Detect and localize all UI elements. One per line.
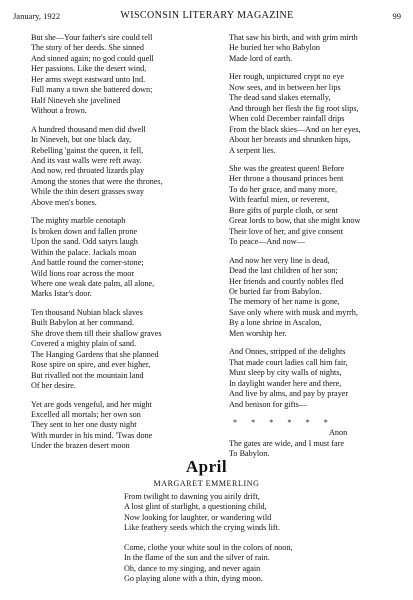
- poem-line: And battle round the corner-stone;: [31, 258, 144, 268]
- poem-line: Wild lions roar across the moor: [31, 268, 135, 278]
- poem-line: Ten thousand Nubian black slaves: [31, 307, 143, 317]
- poem-line: Her rough, unpictured crypt no eye: [229, 72, 345, 82]
- poem-line: Now looking for laughter, or wandering wild: [124, 512, 272, 522]
- poem-line: The Hanging Gardens that she planned: [31, 349, 159, 359]
- poem-line: And live by alms, and pay by prayer: [229, 389, 349, 399]
- april-poem-body: [124, 492, 404, 594]
- poem-line: Where one weak date palm, all alone,: [31, 278, 155, 288]
- stanza: [229, 347, 409, 410]
- poem-line: In the flame of the sun and the silver of rain.: [124, 553, 270, 563]
- poem-line: Or buried far from Babylon.: [229, 286, 322, 296]
- poem-line: Under the brazen desert moon: [31, 441, 130, 451]
- poem-line: From the black skies—And on her eyes,: [229, 124, 361, 134]
- poem-title: April: [185, 457, 228, 476]
- poem-line: The mighty marble cenotaph: [31, 216, 126, 226]
- poem-line: And now, red throated lizards play: [31, 166, 145, 176]
- page-header: [13, 10, 401, 24]
- poem-line: Made lord of earth.: [229, 53, 293, 63]
- poem-line: Built Babylon at her command.: [31, 318, 135, 328]
- poem-line: With murder in his mind. 'Twas done: [31, 430, 153, 440]
- poem-attribution: Anon: [329, 428, 348, 438]
- stanza: [31, 308, 216, 392]
- poem-line: Her friends and courtly nobles fled: [229, 276, 344, 286]
- poem-line: When cold December rainfall drips: [229, 114, 345, 124]
- stanza: [229, 256, 409, 340]
- poem-line: Her passions. Like the desert wind,: [31, 64, 147, 74]
- poem-line: Excelled all mortals; her own son: [31, 409, 141, 419]
- poem-line: And its vast walls were reft away.: [31, 155, 142, 165]
- poem-line: Bore gifts of purple cloth, or sent: [229, 205, 338, 215]
- poem-line: Their love of her, and give consent: [229, 226, 344, 236]
- poem-author: MARGARET EMMERLING: [153, 479, 260, 488]
- poem-line: Covered a mighty plain of sand.: [31, 339, 137, 349]
- stanza: [124, 543, 404, 585]
- poem-line: From twilight to dawning you airily drift,: [124, 492, 260, 501]
- poem-line: The story of her deeds. She sinned: [31, 43, 145, 53]
- poem-line: To Babylon.: [229, 449, 270, 459]
- right-stanzas: [229, 33, 409, 410]
- poem-line: And sinned again; no god could quell: [31, 53, 154, 63]
- magazine-title: WISCONSIN LITERARY MAGAZINE: [120, 10, 294, 21]
- stanza: [31, 33, 216, 117]
- poem-line: While the thin desert grasses sway: [31, 187, 145, 197]
- poem-line: A lost glint of starlight, a questioning child,: [124, 502, 267, 512]
- poem-line: Rebelling 'gainst the queen, it fell,: [31, 145, 144, 155]
- poem-line: To do her grace, and many more,: [229, 184, 338, 194]
- issue-date: January, 1922: [13, 11, 61, 21]
- poem-line: She was the greatest queen! Before: [229, 163, 345, 173]
- poem-line: Dead the last children of her son;: [229, 266, 338, 276]
- poem-line: Is broken down and fallen prone: [31, 226, 138, 236]
- stanza: [229, 164, 409, 248]
- poem-line: Yet are gods vengeful, and her might: [31, 399, 152, 409]
- poem-line: The dead sand slakes eternally,: [229, 93, 331, 103]
- poem-line: Among the stones that were the thrones,: [31, 176, 163, 186]
- poem-line: A hundred thousand men did dwell: [31, 124, 146, 134]
- poem-line: Great lords to bow, that she might know: [229, 216, 361, 226]
- poem-line: Her throne a thousand princes bent: [229, 174, 344, 184]
- stanza: [31, 400, 216, 452]
- poem-line: And benison for gifts—: [229, 399, 308, 409]
- poem-line: Men worship her.: [229, 328, 287, 338]
- poem-line: Must sleep by city walls of nights,: [229, 368, 342, 378]
- poem-line: They sent to her one dusty night: [31, 420, 137, 430]
- poem-line: That made court ladies call him fair,: [229, 357, 348, 367]
- poem-line: Rose spire on spire, and ever higher,: [31, 360, 151, 370]
- poem-line: Upon the sand. Odd satyrs laugh: [31, 237, 138, 247]
- poem-line: Half Nineveh she javelined: [31, 95, 121, 105]
- poem-line: In Nineveh, but one black day,: [31, 135, 132, 145]
- page-number: 99: [392, 11, 401, 21]
- poem-line: Her arms swept eastward unto Ind.: [31, 74, 146, 84]
- poem-line: To peace—And now—: [229, 237, 305, 247]
- poem-line: That saw his birth, and with grim mirth: [229, 33, 358, 42]
- poem-line: And Onnes, stripped of the delights: [229, 347, 346, 357]
- section-stars: * * * * * *: [233, 417, 334, 427]
- poem-line: But she—Your father's sire could tell: [31, 33, 153, 42]
- stanza: [229, 72, 409, 156]
- poem-line: The memory of her name is gone,: [229, 297, 340, 307]
- poem-left-column: [31, 33, 216, 460]
- poem-line: Like feathery seeds which the crying winds lift.: [124, 523, 280, 533]
- poem-line: She drove them till their shallow graves: [31, 328, 162, 338]
- poem-line: Full many a town she battered down;: [31, 85, 153, 95]
- poem-line: The gates are wide, and I must fare: [229, 438, 345, 448]
- poem-line: Marks Istar's door.: [31, 289, 92, 299]
- poem-line: Come, clothe your white soul in the colors of noon,: [124, 542, 293, 552]
- poem-line: Without a frown.: [31, 106, 87, 116]
- poem-line: Save only where with musk and myrrh,: [229, 307, 358, 317]
- poem-line: In daylight wander here and there,: [229, 378, 342, 388]
- poem-line: He buried her who Babylon: [229, 43, 320, 53]
- stanza: [229, 33, 409, 64]
- poem-line: About her breasts and shrunken hips,: [229, 135, 351, 145]
- poem-line: And through her flesh the fig root slips,: [229, 103, 359, 113]
- poem-line: A serpent lies.: [229, 145, 276, 155]
- poem-line: Within the palace. Jackals moan: [31, 247, 137, 257]
- stanza: [124, 492, 404, 534]
- poem-line: Go playing alone with a thin, dying moon.: [124, 574, 263, 584]
- poem-line: Above men's bones.: [31, 197, 97, 207]
- poem-right-column: [229, 33, 409, 468]
- stanza: [31, 125, 216, 209]
- poem-line: Oh, dance to my singing, and never again: [124, 563, 261, 573]
- poem-line: And now her very line is dead,: [229, 255, 330, 265]
- stanza: [31, 216, 216, 300]
- poem-line: With fearful mien, or reverent,: [229, 195, 330, 205]
- poem-line: Of her desire.: [31, 381, 76, 391]
- poem-line: But rivalled not the mountain land: [31, 370, 144, 380]
- poem-line: By a lone shrine in Ascalon,: [229, 318, 322, 328]
- poem-line: Now sees, and in between her lips: [229, 82, 341, 92]
